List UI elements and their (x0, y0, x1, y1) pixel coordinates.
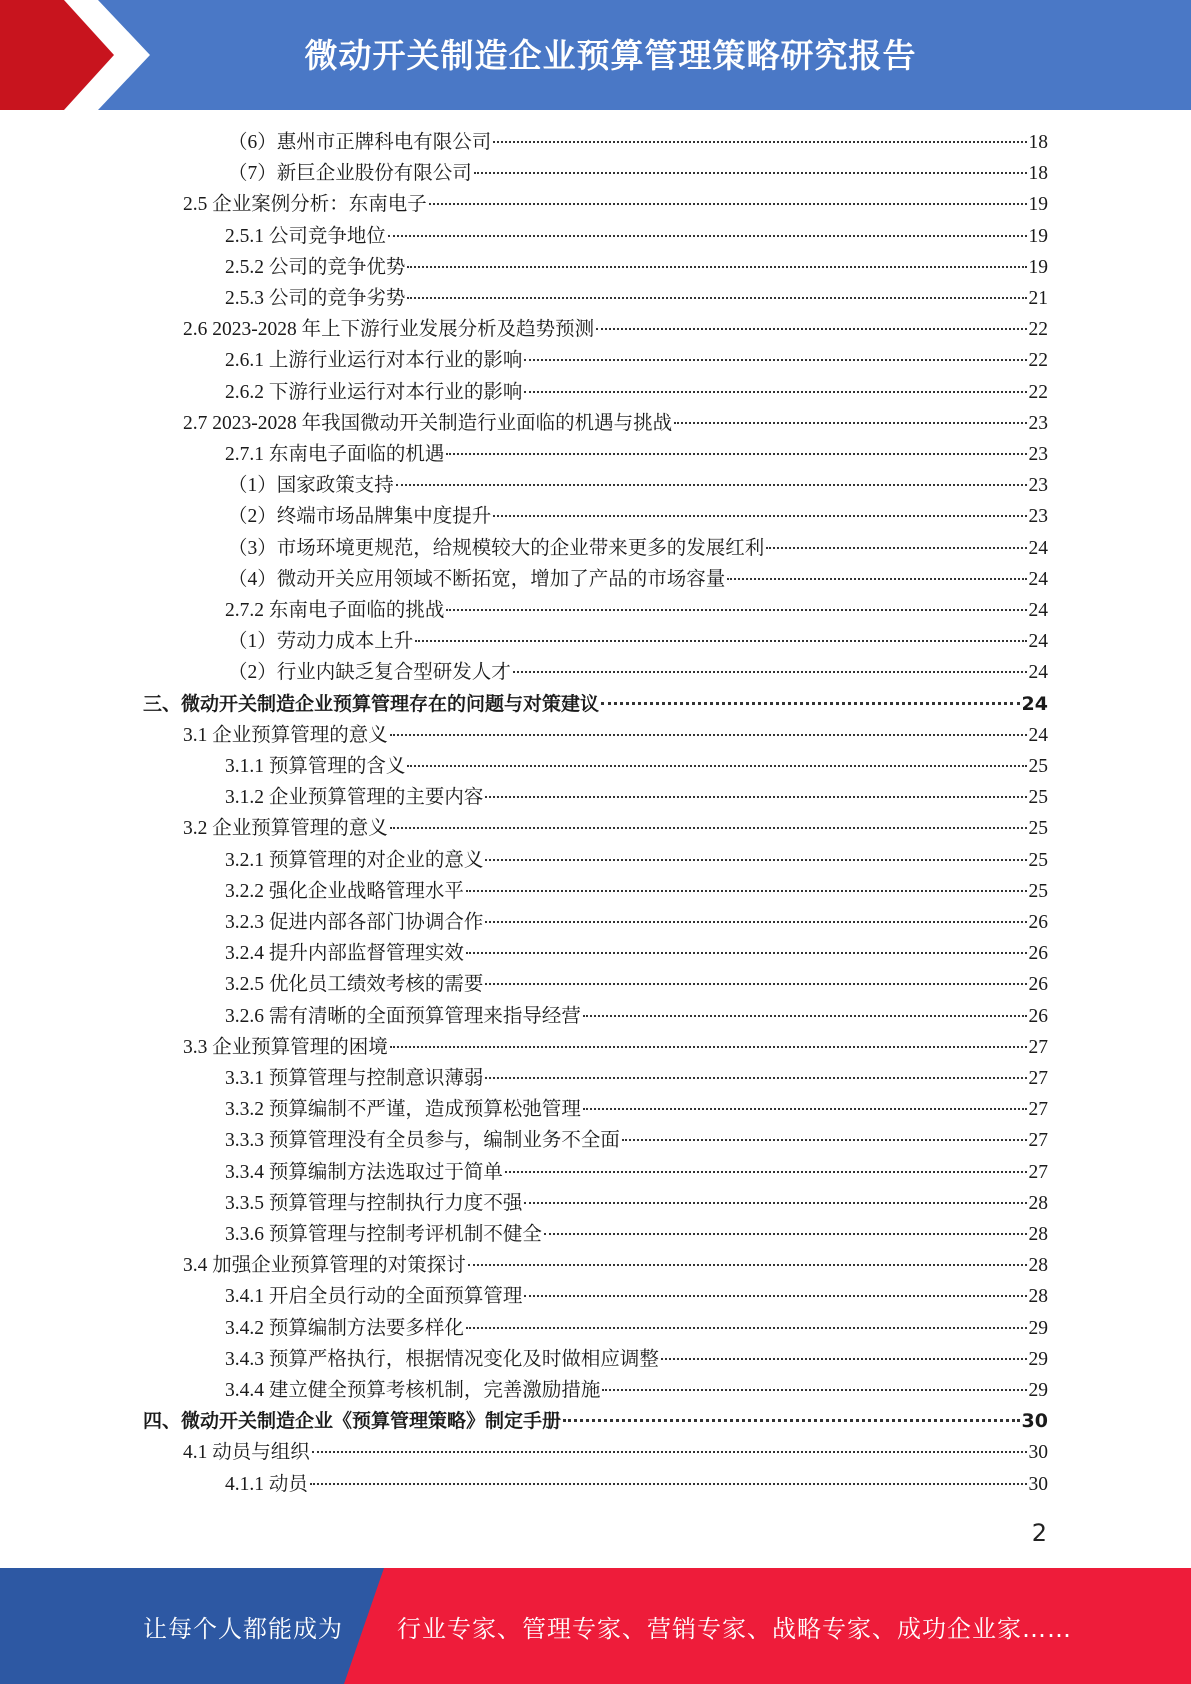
toc-entry[interactable] (228, 564, 1048, 595)
toc-entry[interactable] (225, 1094, 1048, 1125)
toc-entry[interactable] (225, 1001, 1048, 1032)
toc-entry-label: （6）惠州市正牌科电有限公司 (228, 132, 492, 153)
toc-entry[interactable] (225, 845, 1048, 876)
toc-entry[interactable] (225, 345, 1048, 376)
toc-dot-leader (390, 1046, 1027, 1048)
toc-entry-page: 27 (1028, 1161, 1048, 1183)
toc-dot-leader (429, 203, 1027, 205)
toc-entry-label: （1）劳动力成本上升 (228, 631, 414, 653)
toc-entry[interactable] (225, 283, 1048, 314)
toc-dot-leader (407, 266, 1026, 268)
toc-dot-leader (466, 890, 1027, 892)
toc-dot-leader (485, 921, 1026, 923)
toc-entry-label: 3.4.2 预算编制方法要多样化 (225, 1317, 464, 1339)
toc-entry-label: 3.1.1 预算管理的含义 (225, 756, 406, 777)
toc-dot-leader (513, 671, 1027, 673)
toc-entry[interactable] (225, 969, 1048, 1000)
toc-entry-page: 25 (1028, 756, 1048, 777)
toc-entry[interactable] (225, 1375, 1048, 1406)
toc-dot-leader (312, 1451, 1027, 1453)
toc-entry-label: 2.6.1 上游行业运行对本行业的影响 (225, 350, 523, 372)
toc-entry[interactable] (225, 938, 1048, 969)
toc-entry-label: （4）微动开关应用领域不断拓宽，增加了产品的市场容量 (228, 568, 726, 590)
toc-entry-label: 3.2.6 需有清晰的全面预算管理来指导经营 (225, 1005, 581, 1027)
toc-entry-label: （2）行业内缺乏复合型研发人才 (228, 662, 511, 684)
toc-entry-label: 3.2.1 预算管理的对企业的意义 (225, 849, 484, 871)
toc-dot-leader (524, 1202, 1026, 1204)
toc-entry-label: 3.1 企业预算管理的意义 (183, 724, 388, 746)
toc-entry-page: 23 (1028, 506, 1048, 528)
toc-dot-leader (485, 1077, 1026, 1079)
footer-slogan-right: 行业专家、管理专家、营销专家、战略专家、成功企业家…… (397, 1615, 1072, 1643)
toc-entry-label: （3）市场环境更规范，给规模较大的企业带来更多的发展红利 (228, 537, 765, 559)
toc-entry-page: 26 (1028, 1005, 1048, 1027)
toc-dot-leader (601, 702, 1020, 705)
toc-entry[interactable] (228, 626, 1048, 657)
toc-entry[interactable] (225, 876, 1048, 907)
toc-entry-label: 3.3.1 预算管理与控制意识薄弱 (225, 1068, 484, 1089)
toc-dot-leader (727, 578, 1026, 580)
report-title: 微动开关制造企业预算管理策略研究报告 (304, 36, 917, 75)
toc-entry-page: 29 (1028, 1348, 1048, 1370)
toc-entry-page: 26 (1028, 943, 1048, 965)
toc-dot-leader (563, 1419, 1020, 1422)
toc-dot-leader (310, 1483, 1027, 1485)
toc-entry-page: 24 (1028, 568, 1048, 590)
toc-entry-page: 19 (1028, 256, 1048, 278)
toc-dot-leader (415, 640, 1026, 642)
toc-dot-leader (524, 359, 1026, 361)
toc-dot-leader (661, 1358, 1027, 1360)
toc-dot-leader (493, 515, 1026, 517)
toc-entry-page: 24 (1021, 692, 1048, 715)
toc-dot-leader (766, 547, 1026, 549)
toc-entry-label: 3.2.2 强化企业战略管理水平 (225, 880, 464, 902)
toc-entry-label: 4.1 动员与组织 (183, 1442, 310, 1464)
toc-entry[interactable] (225, 751, 1048, 782)
toc-entry[interactable] (183, 314, 1048, 345)
toc-entry-label: 2.5.1 公司竞争地位 (225, 225, 386, 247)
toc-entry[interactable] (225, 221, 1048, 252)
toc-entry[interactable] (143, 689, 1048, 720)
toc-entry-page: 26 (1028, 912, 1048, 933)
toc-dot-leader (466, 952, 1027, 954)
toc-dot-leader (596, 328, 1026, 330)
toc-entry-page: 27 (1028, 1068, 1048, 1089)
toc-entry[interactable] (228, 533, 1048, 564)
toc-entry[interactable] (225, 252, 1048, 283)
toc-entry-label: （7）新巨企业股份有限公司 (228, 163, 472, 185)
toc-entry[interactable] (228, 127, 1048, 158)
toc-entry-label: 2.5.3 公司的竞争劣势 (225, 288, 406, 309)
toc-dot-leader (407, 765, 1026, 767)
toc-entry-page: 26 (1028, 974, 1048, 996)
toc-entry-label: 2.6 2023-2028 年上下游行业发展分析及趋势预测 (183, 319, 595, 341)
toc-entry[interactable] (225, 1063, 1048, 1094)
toc-entry[interactable] (228, 501, 1048, 532)
toc-dot-leader (468, 1264, 1027, 1266)
toc-dot-leader (396, 484, 1027, 486)
toc-dot-leader (485, 983, 1026, 985)
toc-entry-page: 27 (1028, 1130, 1048, 1152)
toc-entry[interactable] (183, 189, 1048, 220)
toc-entry-page: 22 (1028, 319, 1048, 341)
toc-entry-page: 19 (1028, 225, 1048, 247)
toc-entry[interactable] (183, 1032, 1048, 1063)
toc-entry-label: 3.3.6 预算管理与控制考评机制不健全 (225, 1224, 542, 1245)
toc-dot-leader (674, 422, 1026, 424)
toc-dot-leader (524, 391, 1026, 393)
toc-entry-page: 24 (1028, 662, 1048, 684)
toc-entry-label: 2.5 企业案例分析：东南电子 (183, 194, 427, 216)
toc-entry[interactable] (225, 1344, 1048, 1375)
toc-entry-label: 3.2.4 提升内部监督管理实效 (225, 943, 464, 965)
toc-entry-label: 3.4.3 预算严格执行，根据情况变化及时做相应调整 (225, 1348, 659, 1370)
toc-entry[interactable] (225, 595, 1048, 626)
toc-dot-leader (446, 609, 1026, 611)
toc-entry-page: 28 (1028, 1192, 1048, 1214)
toc-entry-page: 27 (1028, 1099, 1048, 1121)
toc-dot-leader (493, 141, 1026, 143)
toc-entry[interactable] (225, 1313, 1048, 1344)
page-number: 2 (1031, 1519, 1047, 1547)
toc-dot-leader (602, 1389, 1026, 1391)
toc-entry-page: 28 (1028, 1224, 1048, 1245)
toc-entry-page: 21 (1028, 288, 1048, 309)
toc-entry-page: 23 (1028, 444, 1048, 465)
toc-entry-label: 4.1.1 动员 (225, 1473, 308, 1495)
toc-entry-page: 25 (1028, 818, 1048, 840)
toc-entry-page: 30 (1021, 1410, 1048, 1433)
toc-entry-label: 3.4.4 建立健全预算考核机制，完善激励措施 (225, 1380, 601, 1401)
toc-entry-label: 3.2.3 促进内部各部门协调合作 (225, 912, 484, 933)
toc-entry[interactable] (183, 408, 1048, 439)
toc-entry-page: 24 (1028, 631, 1048, 653)
toc-entry-page: 30 (1028, 1442, 1048, 1464)
toc-entry[interactable] (228, 657, 1048, 688)
toc-entry-page: 24 (1028, 724, 1048, 746)
toc-entry-label: 3.3.2 预算编制不严谨，造成预算松弛管理 (225, 1099, 581, 1121)
toc-entry-page: 24 (1028, 537, 1048, 559)
toc-dot-leader (390, 827, 1027, 829)
toc-entry-page: 25 (1028, 880, 1048, 902)
toc-dot-leader (544, 1233, 1027, 1235)
page-footer (0, 1568, 1191, 1684)
toc-entry-page: 28 (1028, 1286, 1048, 1308)
toc-entry-label: 2.5.2 公司的竞争优势 (225, 256, 406, 278)
toc-dot-leader (466, 1327, 1027, 1329)
toc-entry-page: 27 (1028, 1036, 1048, 1058)
toc-entry-label: 3.2.5 优化员工绩效考核的需要 (225, 974, 484, 996)
toc-dot-leader (524, 1295, 1026, 1297)
toc-entry-page: 22 (1028, 381, 1048, 403)
toc-entry-page: 22 (1028, 350, 1048, 372)
toc-entry-label: 2.6.2 下游行业运行对本行业的影响 (225, 381, 523, 403)
toc-entry[interactable] (183, 813, 1048, 844)
toc-entry-label: 三、微动开关制造企业预算管理存在的问题与对策建议 (143, 692, 600, 715)
toc-dot-leader (446, 453, 1026, 455)
footer-slogan-left: 让每个人都能成为 (143, 1615, 343, 1643)
toc-entry-page: 29 (1028, 1317, 1048, 1339)
toc-entry-label: 3.3.3 预算管理没有全员参与，编制业务不全面 (225, 1130, 620, 1152)
toc-entry[interactable] (225, 907, 1048, 938)
toc-dot-leader (390, 734, 1027, 736)
toc-entry-label: 2.7 2023-2028 年我国微动开关制造行业面临的机遇与挑战 (183, 412, 673, 434)
toc-dot-leader (622, 1139, 1027, 1141)
toc-dot-leader (474, 172, 1027, 174)
toc-entry[interactable] (225, 782, 1048, 813)
toc-entry[interactable] (228, 470, 1048, 501)
toc-entry-label: 四、微动开关制造企业《预算管理策略》制定手册 (143, 1410, 562, 1433)
toc-dot-leader (388, 235, 1027, 237)
toc-entry[interactable] (225, 1281, 1048, 1312)
toc-entry-page: 23 (1028, 412, 1048, 434)
toc-dot-leader (583, 1108, 1027, 1110)
toc-dot-leader (407, 297, 1026, 299)
toc-entry[interactable] (225, 1157, 1048, 1188)
toc-entry[interactable] (225, 1219, 1048, 1250)
toc-dot-leader (485, 796, 1026, 798)
toc-entry-page: 25 (1028, 787, 1048, 809)
toc-entry-label: 3.4 加强企业预算管理的对策探讨 (183, 1255, 466, 1277)
toc-entry-label: （2）终端市场品牌集中度提升 (228, 506, 492, 528)
toc-entry-label: 3.4.1 开启全员行动的全面预算管理 (225, 1286, 523, 1308)
toc-entry-page: 18 (1028, 163, 1048, 185)
toc-entry-page: 28 (1028, 1255, 1048, 1277)
toc-entry-label: 2.7.2 东南电子面临的挑战 (225, 600, 445, 621)
toc-entry[interactable] (225, 1188, 1048, 1219)
toc-entry[interactable] (183, 1437, 1048, 1468)
toc-entry-label: 2.7.1 东南电子面临的机遇 (225, 444, 445, 465)
toc-entry-page: 29 (1028, 1380, 1048, 1401)
toc-entry-label: 3.3.4 预算编制方法选取过于简单 (225, 1161, 503, 1183)
toc-entry[interactable] (183, 720, 1048, 751)
toc-entry[interactable] (225, 439, 1048, 470)
toc-entry-label: 3.3 企业预算管理的困境 (183, 1036, 388, 1058)
toc-entry-page: 23 (1028, 475, 1048, 497)
toc-entry[interactable] (183, 1250, 1048, 1281)
toc-entry-page: 25 (1028, 849, 1048, 871)
toc-entry[interactable] (225, 377, 1048, 408)
toc-entry[interactable] (143, 1406, 1048, 1437)
toc-entry-page: 19 (1028, 194, 1048, 216)
toc-entry[interactable] (225, 1469, 1048, 1500)
toc-dot-leader (505, 1171, 1027, 1173)
toc-entry[interactable] (225, 1125, 1048, 1156)
page-header (0, 0, 1191, 110)
toc-entry-page: 30 (1028, 1473, 1048, 1495)
toc-entry-page: 24 (1028, 600, 1048, 621)
toc-entry-label: （1）国家政策支持 (228, 475, 394, 497)
toc-entry-label: 3.1.2 企业预算管理的主要内容 (225, 787, 484, 809)
toc-entry[interactable] (228, 158, 1048, 189)
toc-dot-leader (583, 1015, 1027, 1017)
toc-entry-label: 3.2 企业预算管理的意义 (183, 818, 388, 840)
toc-dot-leader (485, 859, 1026, 861)
toc-entry-label: 3.3.5 预算管理与控制执行力度不强 (225, 1192, 523, 1214)
toc-entry-page: 18 (1028, 132, 1048, 153)
